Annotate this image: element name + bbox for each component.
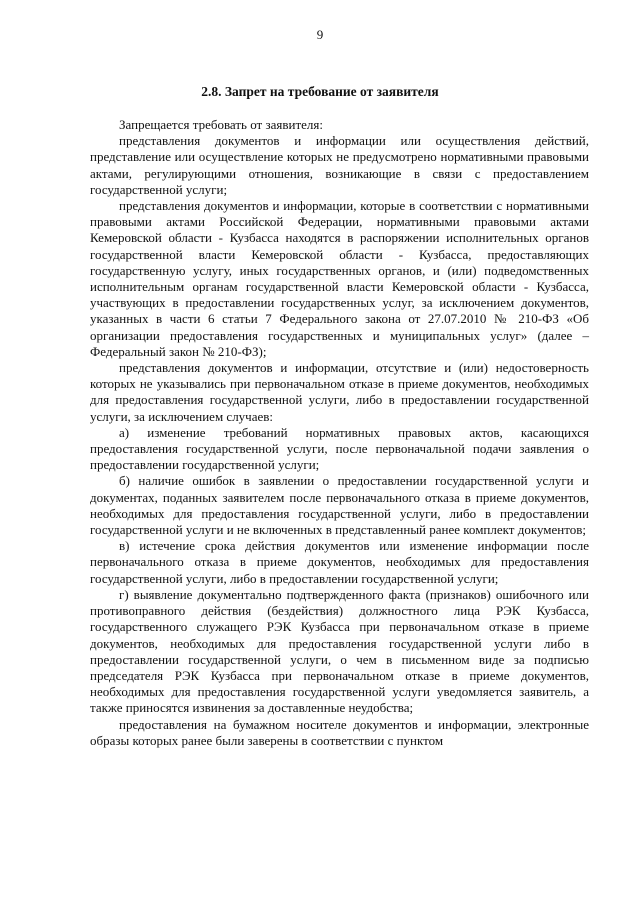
paragraph-intro: Запрещается требовать от заявителя:	[119, 117, 323, 132]
page-number: 9	[316, 27, 324, 42]
paragraph-item: предоставления на бумажном носителе документов и информации, электронные образы которых ранее были заверены в соответствии с пунктом	[90, 716, 589, 748]
paragraph-item: представления документов и информации, которые в соответствии с нормативными правовыми актами Российской Федерации, нормативными правовыми актами Кемеровской области - Кузбасса находятся в распоряжении исполнительных органов государственной власти Кемеровской области - Кузбасса, предоставляющих государственную услугу, иных государственных органов, и (или) подведомственных исполнительным органам государственной власти Кемеровской области - Кузбасса, участвующих в предоставлении государственных услуг, за исключением документов, указанных в части 6 статьи 7 Федерального закона от 27.07.2010 № 210-ФЗ «Об организации предоставления государственных и муниципальных услуг» (далее – Федеральный закон № 210-ФЗ);	[90, 198, 589, 359]
paragraph-subitem-b: б) наличие ошибок в заявлении о предоставлении государственной услуги и документах, поданных заявителем после первоначального отказа в приеме документов, необходимых для предоставления государственной услуги, либо в предоставлении государственной услуги и не включенных в представленный ранее комплект документов;	[90, 473, 589, 538]
paragraph-item: представления документов и информации, отсутствие и (или) недостоверность которых не указывались при первоначальном отказе в приеме документов, необходимых для предоставления государственной услуги, либо в предоставлении государственной услуги, за исключением случаев:	[90, 360, 589, 424]
paragraph-subitem-a: а) изменение требований нормативных правовых актов, касающихся предоставления государственной услуги, после первоначальной подачи заявления о предоставлении государственной услуги;	[90, 424, 589, 473]
paragraph-item: представления документов и информации или осуществления действий, представление или осуществление которых не предусмотрено нормативными правовыми актами, регулирующими отношения, возникающие в связи с предоставлением государственной услуги;	[90, 133, 589, 197]
paragraph-subitem-v: в) истечение срока действия документов или изменение информации после первоначального отказа в приеме документов, необходимых для предоставления государственной услуги, либо в предоставлении государственной услуги;	[90, 538, 589, 586]
body-text	[90, 117, 589, 749]
section-title: 2.8. Запрет на требование от заявителя	[201, 84, 439, 99]
paragraph-subitem-g: г) выявление документально подтвержденного факта (признаков) ошибочного или противоправного действия (бездействия) должностного лица РЭК Кузбасса, государственного служащего РЭК Кузбасса при первоначальном отказе в приеме документов, необходимых для предоставления государственной услуги либо в предоставлении государственной услуги, о чем в письменном виде за подписью председателя РЭК Кузбасса при первоначальном отказе в приеме документов, необходимых для предоставления государственной услуги уведомляется заявитель, а также приносятся извинения за доставленные неудобства;	[90, 586, 589, 716]
